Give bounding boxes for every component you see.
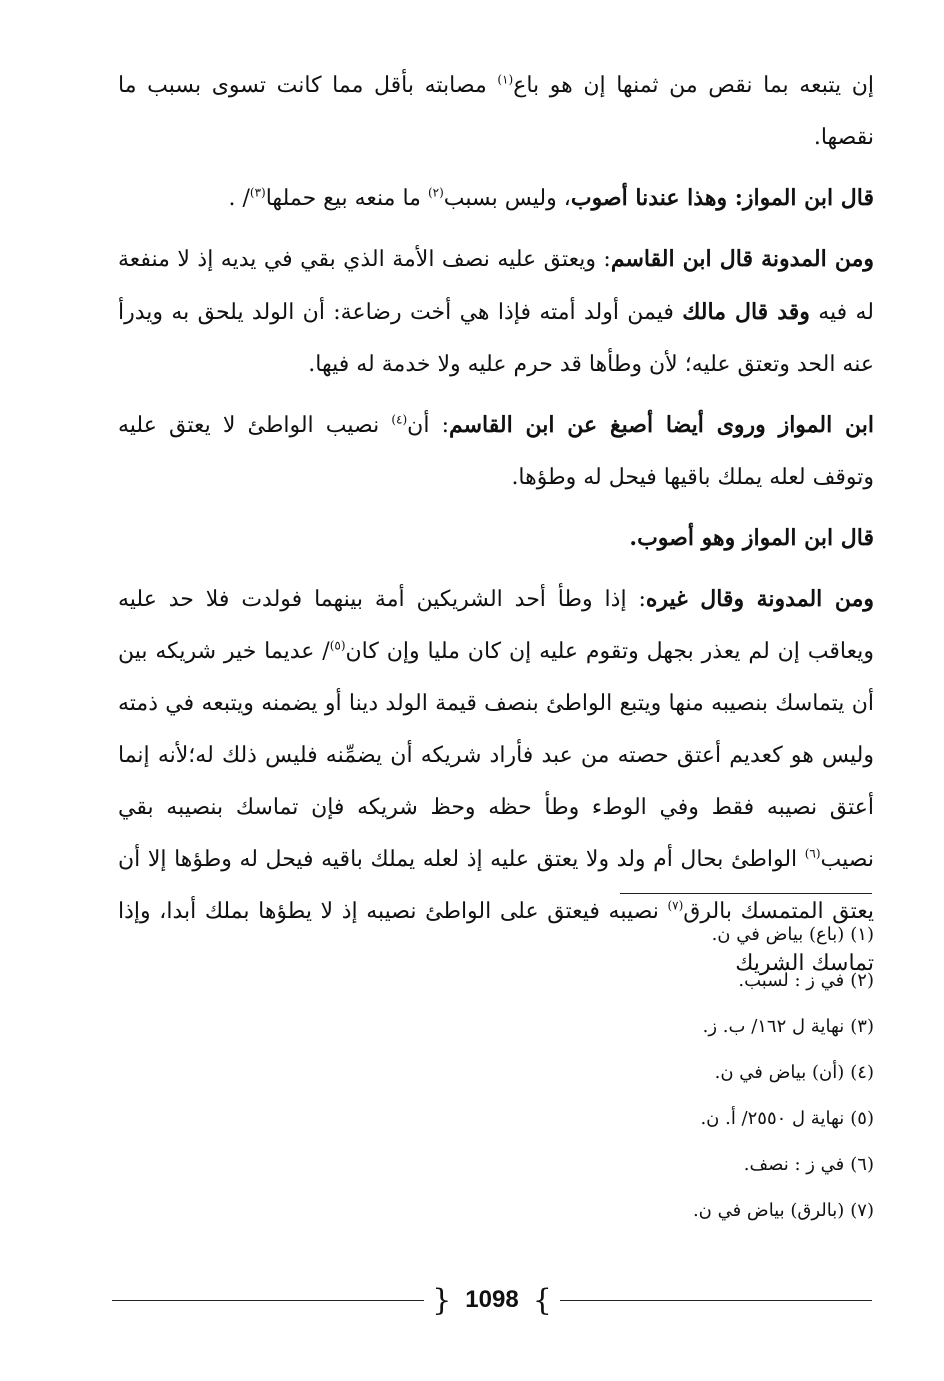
footnote-number: (٥)	[850, 1108, 874, 1129]
footnote	[454, 1104, 874, 1150]
text-run: / عديما خير شريكه بين أن يتماسك بنصيبه منها ويتبع الواطئ بنصف قيمة الولد دينا أو يضمنه ويتبعه في ذمته وليس هو كعديم أعتق حصته من عبد فأراد شريكه أن يضمِّنه فليس ذلك له؛لأنه إنما أعتق نصيبه فقط وفي الوطء وطأ حظه وحظ شريكه فإن تماسك بنصيبه بقي نصيب	[118, 639, 874, 872]
footnote-number: (٣)	[850, 1016, 874, 1037]
bold-text: ومن المدونة قال ابن القاسم	[610, 246, 874, 272]
bold-text: وقد قال مالك	[682, 299, 810, 325]
folio-rule-right	[560, 1300, 872, 1301]
paragraph	[118, 233, 874, 391]
footnotes	[454, 920, 874, 1242]
text-run: : ويعتق عليه نصف الأمة الذي بقي في يديه إذ لا منفعة له فيه	[118, 247, 875, 325]
text-run: ، وليس بسبب	[443, 186, 571, 211]
footnote-marker: (٣)	[249, 185, 266, 200]
footnote-text: في ز : نصف.	[743, 1154, 845, 1175]
main-text	[118, 60, 874, 998]
paragraph	[118, 399, 874, 504]
footnote-text: (بالرق) بياض في ن.	[692, 1200, 845, 1221]
footnote	[454, 1058, 874, 1104]
text-run: : أن	[407, 413, 449, 438]
brace-right: {	[532, 1282, 552, 1318]
footnote	[454, 966, 874, 1012]
text-run: : إذا وطأ أحد الشريكين أمة بينهما فولدت فلا حد عليه ويعاقب إن لم يعذر بجهل وتقوم عليه إن كان مليا وإن كان	[118, 587, 874, 664]
footnote-number: (٢)	[850, 970, 874, 991]
footnote-number: (١)	[850, 924, 874, 945]
footnote-marker: (٢)	[427, 185, 444, 200]
text-run: فيمن أولد أمته فإذا هي أخت رضاعة: أن الولد يلحق به ويدرأ عنه الحد وتعتق عليه؛ لأن وطأها قد حرم عليه ولا خدمة له فيها.	[118, 300, 874, 377]
footnote-text: في ز : لسبب.	[738, 970, 845, 991]
paragraph	[118, 60, 874, 164]
footnote	[454, 1196, 874, 1242]
page-number: 1098	[465, 1286, 519, 1313]
footnote-number: (٧)	[850, 1200, 874, 1221]
footnote-marker: (٥)	[329, 638, 346, 653]
text-run: الواطئ بحال أم ولد ولا يعتق عليه إذ لعله يملك باقيه فيحل له وطؤها إلا أن يعتق المتمسك بالرق	[118, 847, 874, 924]
footnote-number: (٦)	[850, 1154, 874, 1175]
footnote	[454, 1150, 874, 1196]
text-run: مصابته بأقل مما كانت تسوى بسبب ما نقصها.	[118, 73, 874, 150]
footnote-number: (٤)	[850, 1062, 874, 1083]
footnote-marker: (٤)	[391, 412, 408, 427]
text-run: إن يتبعه بما نقص من ثمنها إن هو باع	[513, 73, 874, 98]
footnote	[454, 1012, 874, 1058]
text-run: ما منعه بيع حملها	[265, 186, 428, 211]
paragraph	[118, 512, 874, 565]
text-run: / .	[228, 186, 250, 211]
bold-text: قال ابن المواز وهو أصوب.	[629, 525, 874, 551]
bold-text: ومن المدونة وقال غيره	[645, 586, 874, 612]
bold-text: قال ابن المواز: وهذا عندنا أصوب	[570, 185, 874, 211]
footnote-marker: (٧)	[667, 898, 684, 913]
footnote-marker: (١)	[497, 72, 514, 87]
footnote-separator	[620, 893, 872, 894]
folio-rule-left	[112, 1300, 424, 1301]
footnote-text: (أن) بياض في ن.	[714, 1062, 845, 1083]
brace-left: }	[432, 1282, 452, 1318]
footnote-text: (باع) بياض في ن.	[711, 924, 845, 945]
page-number-block	[428, 1280, 556, 1320]
paragraph	[118, 172, 874, 225]
footnote	[454, 920, 874, 966]
footnote-text: نهاية ل ٢٥٥٠/ أ. ن.	[700, 1108, 845, 1129]
footnote-text: نهاية ل ١٦٢/ ب. ز.	[702, 1016, 845, 1037]
footnote-marker: (٦)	[804, 846, 821, 861]
text-run: نصيبه فيعتق على الواطئ نصيبه إذ لا يطؤها بملك أبدا، وإذا تماسك الشريك	[118, 899, 874, 976]
bold-text: ابن المواز وروى أيضا أصبغ عن ابن القاسم	[448, 412, 874, 438]
text-run: نصيب الواطئ لا يعتق عليه وتوقف لعله يملك باقيها فيحل له وطؤها.	[118, 413, 874, 490]
